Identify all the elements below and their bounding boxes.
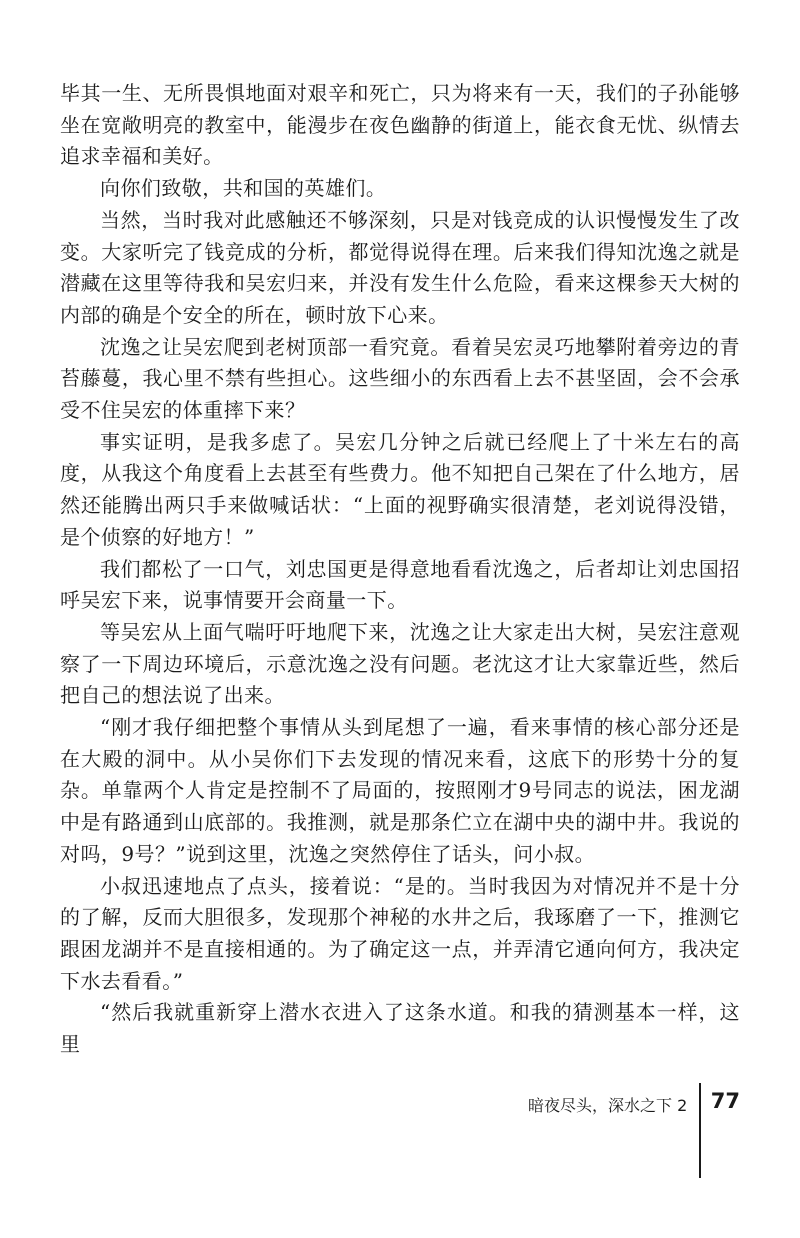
page-footer bbox=[528, 1083, 740, 1178]
paragraph: 向你们致敬，共和国的英雄们。 bbox=[100, 176, 387, 201]
running-head: 暗夜尽头，深水之下 2 bbox=[527, 1096, 688, 1115]
paragraph: 沈逸之让吴宏爬到老树顶部一看究竟。看着吴宏灵巧地攀附着旁边的青苔藤蔓，我心里不禁有些担心。这些细小的东西看上去不甚坚固，会不会承受不住吴宏的体重摔下来？ bbox=[60, 334, 740, 423]
paragraph: 我们都松了一口气，刘忠国更是得意地看看沈逸之，后者却让刘忠国招呼吴宏下来，说事情要开会商量一下。 bbox=[60, 556, 740, 613]
paragraph: 当然，当时我对此感触还不够深刻，只是对钱竞成的认识慢慢发生了改变。大家听完了钱竞成的分析，都觉得说得在理。后来我们得知沈逸之就是潜藏在这里等待我和吴宏归来，并没有发生什么危险，看来这棵参天大树的内部的确是个安全的所在，顿时放下心来。 bbox=[60, 207, 740, 327]
paragraph: 小叔迅速地点了点头，接着说：“是的。当时我因为对情况并不是十分的了解，反而大胆很多，发现那个神秘的水井之后，我琢磨了一下，推测它跟困龙湖并不是直接相通的。为了确定这一点，并弄清它通向何方，我决定下水去看看。” bbox=[60, 873, 740, 993]
paragraph-continued: 毕其一生、无所畏惧地面对艰辛和死亡，只为将来有一天，我们的子孙能够坐在宽敞明亮的教室中，能漫步在夜色幽静的街道上，能衣食无忧、纵情去追求幸福和美好。 bbox=[60, 81, 740, 169]
paragraph: 事实证明，是我多虑了。吴宏几分钟之后就已经爬上了十米左右的高度，从我这个角度看上去甚至有些费力。他不知把自己架在了什么地方，居然还能腾出两只手来做喊话状：“上面的视野确实很清楚，老刘说得没错，是个侦察的好地方！” bbox=[60, 429, 740, 549]
paragraph: “刚才我仔细把整个事情从头到尾想了一遍，看来事情的核心部分还是在大殿的洞中。从小吴你们下去发现的情况来看，这底下的形势十分的复杂。单靠两个人肯定是控制不了局面的，按照刚才9号同志的说法，困龙湖中是有路通到山底部的。我推测，就是那条伫立在湖中央的湖中井。我说的对吗，9号？”说到这里，沈逸之突然停住了话头，问小叔。 bbox=[60, 715, 740, 866]
footer-divider bbox=[699, 1083, 701, 1178]
paragraph: “然后我就重新穿上潜水衣进入了这条水道。和我的猜测基本一样，这里 bbox=[60, 1000, 740, 1057]
page-body bbox=[60, 78, 740, 1061]
page-number: 77 bbox=[710, 1089, 740, 1113]
paragraph: 等吴宏从上面气喘吁吁地爬下来，沈逸之让大家走出大树，吴宏注意观察了一下周边环境后，示意沈逸之没有问题。老沈这才让大家靠近些，然后把自己的想法说了出来。 bbox=[60, 619, 740, 708]
